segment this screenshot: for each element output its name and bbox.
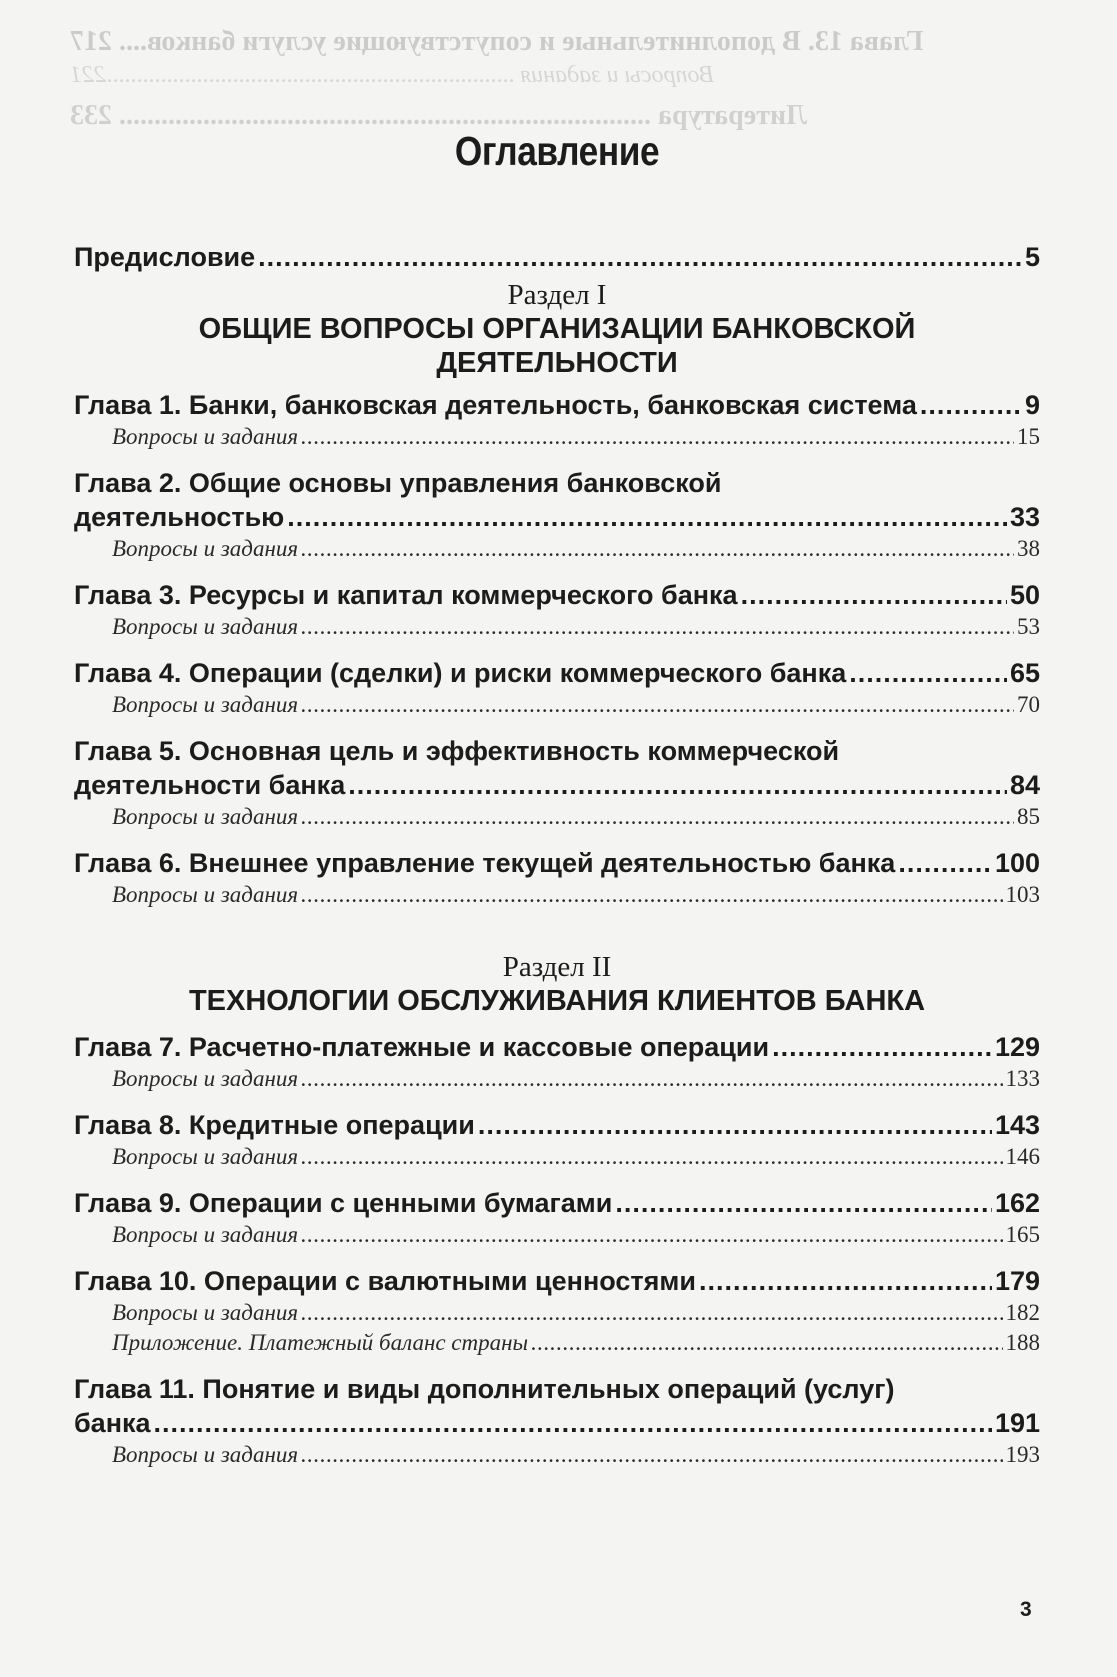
leader-dots	[772, 1030, 992, 1064]
toc-entry-label: Вопросы и задания	[112, 692, 299, 717]
toc-entry-chapter-11[interactable]	[74, 1372, 1040, 1440]
leader-dots	[301, 1440, 1002, 1470]
toc-entry-questions[interactable]	[74, 1440, 1040, 1470]
toc-entry-page: 38	[1017, 536, 1040, 561]
toc-entry-appendix[interactable]	[74, 1328, 1040, 1358]
toc-entry-label: Вопросы и задания	[112, 536, 299, 561]
page-title: Оглавление	[454, 128, 660, 174]
toc-entry-label: Приложение. Платежный баланс страны	[112, 1330, 529, 1355]
toc-entry-page: 84	[1009, 770, 1040, 800]
toc-entry-page: 33	[1009, 502, 1040, 532]
toc-entry-page: 182	[1005, 1300, 1040, 1325]
toc-entry-page: 103	[1005, 882, 1040, 907]
toc-entry-page: 70	[1017, 692, 1040, 717]
toc-entry-label-line1: Глава 2. Общие основы управления банковской	[74, 468, 722, 498]
section-heading-title: ОБЩИЕ ВОПРОСЫ ОРГАНИЗАЦИИ БАНКОВСКОЙ	[198, 313, 916, 345]
bleed-line-2: Вопросы и задания ....................................................................221	[70, 62, 715, 88]
toc-entry-label: Глава 9. Операции с ценными бумагами	[74, 1188, 613, 1218]
toc-entry-chapter-10[interactable]	[74, 1264, 1040, 1298]
toc-entry-page: 193	[1005, 1442, 1040, 1467]
toc-entry-chapter-1[interactable]	[74, 388, 1040, 422]
toc-entry-questions[interactable]	[74, 1298, 1040, 1328]
toc-entry-questions[interactable]	[74, 612, 1040, 642]
toc-entry-page: 85	[1017, 804, 1040, 829]
leader-dots	[301, 880, 1002, 910]
toc-entry-chapter-7[interactable]	[74, 1030, 1040, 1064]
toc-entry-label: Вопросы и задания	[112, 882, 299, 907]
toc-entry-label: Вопросы и задания	[112, 424, 299, 449]
toc-entry-label: Вопросы и задания	[112, 804, 299, 829]
leader-dots	[478, 1108, 992, 1142]
bleed-line-3: Литература ............................................................................ 233	[70, 100, 807, 131]
toc-entry-page: 179	[994, 1266, 1040, 1296]
toc-entry-label-line2: деятельностью	[74, 502, 285, 532]
page-number: 3	[1020, 1598, 1032, 1621]
leader-dots	[258, 240, 1022, 274]
toc-entry-page: 129	[994, 1032, 1040, 1062]
section-heading-number: Раздел I	[507, 279, 607, 311]
toc-entry-page: 9	[1024, 390, 1040, 420]
toc-entry-page: 53	[1017, 614, 1040, 639]
toc-entry-page: 165	[1005, 1222, 1040, 1247]
toc-entry-chapter-5[interactable]	[74, 734, 1040, 802]
leader-dots	[301, 1220, 1002, 1250]
leader-dots	[301, 422, 1014, 452]
toc-entry-chapter-3[interactable]	[74, 578, 1040, 612]
toc-entry-questions[interactable]	[74, 1220, 1040, 1250]
section-heading-number: Раздел II	[502, 951, 612, 983]
toc-list	[74, 240, 1040, 1470]
toc-entry-page: 15	[1017, 424, 1040, 449]
toc-entry-label: Глава 10. Операции с валютными ценностями	[74, 1266, 696, 1296]
leader-dots	[741, 578, 1007, 612]
toc-entry-label: Глава 7. Расчетно-платежные и кассовые операции	[74, 1032, 770, 1062]
leader-dots	[154, 1406, 992, 1440]
toc-entry-questions[interactable]	[74, 534, 1040, 564]
toc-entry-label-line1: Глава 11. Понятие и виды дополнительных операций (услуг)	[74, 1374, 895, 1404]
toc-entry-chapter-8[interactable]	[74, 1108, 1040, 1142]
leader-dots	[301, 802, 1014, 832]
toc-entry-page: 191	[994, 1408, 1040, 1438]
toc-entry-label: Глава 8. Кредитные операции	[74, 1110, 475, 1140]
leader-dots	[348, 768, 1007, 802]
toc-entry-chapter-6[interactable]	[74, 846, 1040, 880]
toc-entry-page: 146	[1005, 1144, 1040, 1169]
toc-entry-label: Глава 1. Банки, банковская деятельность, банковская система	[74, 390, 917, 420]
bleed-line-1: Глава 13. В дополнительные и сопутствующие услуги банков.... 217	[70, 26, 924, 57]
toc-entry-label: Вопросы и задания	[112, 1144, 299, 1169]
toc-entry-label: Вопросы и задания	[112, 614, 299, 639]
section-heading-title: ТЕХНОЛОГИИ ОБСЛУЖИВАНИЯ КЛИЕНТОВ БАНКА	[188, 985, 926, 1017]
leader-dots	[301, 1142, 1002, 1172]
toc-entry-label: Вопросы и задания	[112, 1442, 299, 1467]
leader-dots	[920, 388, 1022, 422]
leader-dots	[287, 500, 1007, 534]
toc-entry-page: 143	[994, 1110, 1040, 1140]
toc-entry-label: Вопросы и задания	[112, 1300, 299, 1325]
toc-entry-preface[interactable]	[74, 240, 1040, 274]
leader-dots	[898, 846, 992, 880]
toc-entry-label-line2: банка	[74, 1408, 151, 1438]
leader-dots	[849, 656, 1007, 690]
toc-entry-page: 65	[1009, 658, 1040, 688]
section-heading-title-line2: ДЕЯТЕЛЬНОСТИ	[436, 347, 678, 379]
toc-entry-label: Предисловие	[74, 242, 256, 272]
toc-entry-chapter-2[interactable]	[74, 466, 1040, 534]
toc-entry-label: Глава 4. Операции (сделки) и риски коммерческого банка	[74, 658, 847, 688]
leader-dots	[301, 1298, 1002, 1328]
toc-entry-label: Вопросы и задания	[112, 1066, 299, 1091]
leader-dots	[301, 534, 1014, 564]
toc-entry-questions[interactable]	[74, 1064, 1040, 1094]
toc-entry-label-line2: деятельности банка	[74, 770, 346, 800]
leader-dots	[531, 1328, 1002, 1358]
toc-entry-chapter-4[interactable]	[74, 656, 1040, 690]
toc-entry-questions[interactable]	[74, 880, 1040, 910]
toc-entry-questions[interactable]	[74, 1142, 1040, 1172]
toc-entry-label-line1: Глава 5. Основная цель и эффективность коммерческой	[74, 736, 840, 766]
toc-entry-page: 50	[1009, 580, 1040, 610]
toc-entry-label: Глава 3. Ресурсы и капитал коммерческого банка	[74, 580, 738, 610]
toc-entry-page: 188	[1005, 1330, 1040, 1355]
toc-entry-page: 162	[994, 1188, 1040, 1218]
toc-entry-label: Глава 6. Внешнее управление текущей деятельностью банка	[74, 848, 896, 878]
toc-entry-questions[interactable]	[74, 802, 1040, 832]
leader-dots	[699, 1264, 992, 1298]
toc-entry-page: 100	[994, 848, 1040, 878]
leader-dots	[301, 690, 1014, 720]
toc-entry-chapter-9[interactable]	[74, 1186, 1040, 1220]
toc-entry-page: 5	[1024, 242, 1040, 272]
toc-entry-page: 133	[1005, 1066, 1040, 1091]
toc-entry-questions[interactable]	[74, 422, 1040, 452]
leader-dots	[301, 612, 1014, 642]
leader-dots	[301, 1064, 1002, 1094]
toc-entry-label: Вопросы и задания	[112, 1222, 299, 1247]
toc-entry-questions[interactable]	[74, 690, 1040, 720]
leader-dots	[615, 1186, 992, 1220]
